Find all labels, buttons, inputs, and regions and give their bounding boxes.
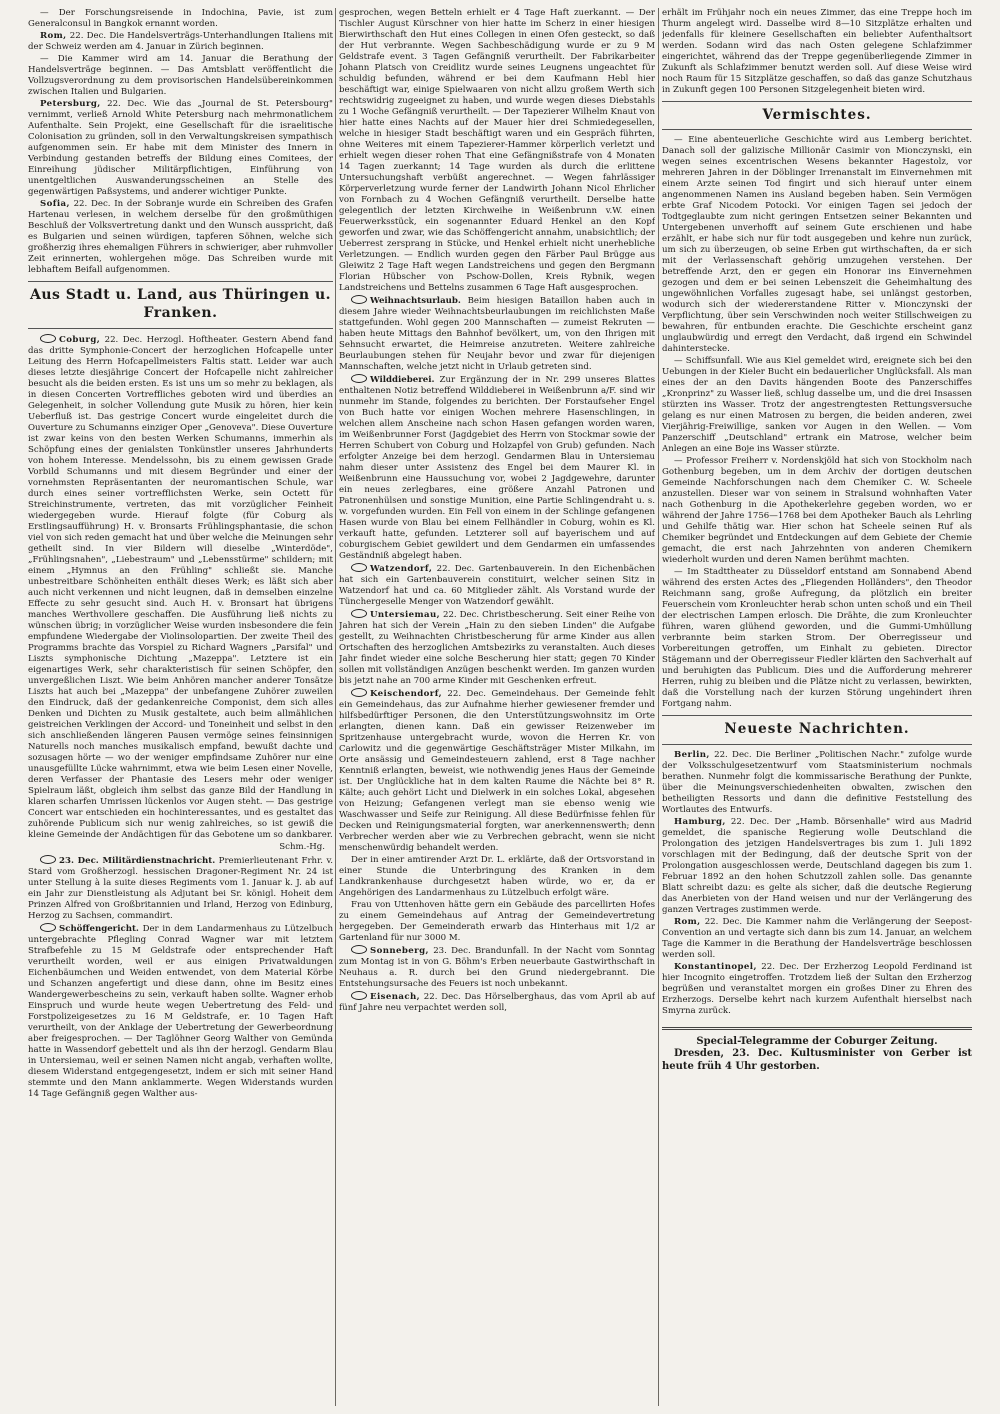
article-christmas-leave: Weihnachtsurlaub. Beim hiesigen Bataillon haben auch in diesem Jahre wieder Weihnachtsbeurlaubungen im reichlichsten Maße stattgefunden. Wohl gegen 200 Mannschaften — zumeist Rekruten — haben heute Mittags den Bahnhof bevölkert, um, von den Ihrigen mit Sehnsucht erwartet, die Heimreise anzutreten. Weitere zahlreiche Beurlaubungen stehen für Neujahr bevor und zwar für diejenigen Mannschaften, welche jetzt nicht in Urlaub getreten sind. bbox=[339, 296, 655, 372]
article-berlin: Berlin, 22. Dec. Die Berliner „Politischen Nachr." zufolge wurde der Volksschulgesetzentwurf vom Staatsministerium nochmals berathen. Nunmehr folgt die kommissarische Berathung der Punkte, über die Meinungsverschiedenheiten obwalten, zwischen den betheiligten Ressorts und dann die definitive Feststellung des Wortlautes des Entwurfs. bbox=[662, 749, 972, 815]
section-divider bbox=[28, 328, 333, 329]
article-rom: Rom, 22. Dec. Die Handelsverträgs-Unterhandlungen Italiens mit der Schweiz werden am 4. Januar in Zürich beginnen. bbox=[28, 31, 333, 52]
section-divider bbox=[662, 744, 972, 745]
dateline-ornament-icon bbox=[40, 334, 56, 343]
article-rom-latest: Rom, 22. Dec. Die Kammer nahm die Verlängerung der Seepost-Convention an und vertagte sich dann bis zum 14. Januar, an welchem Tage die Kammer in die Berathung der Handelsverträge beschlossen werden soll. bbox=[662, 916, 972, 960]
article-poaching: Wilddieberei. Zur Ergänzung der in Nr. 299 unseres Blattes enthaltenen Notiz betreffend Wilddieberei in Weißenbrunn a/F. sind wir nunmehr im Stande, folgendes zu berichten. Der Forstaufseher Engel von Buch hatte vor einigen Wochen mehrere Hasenschlingen, in welchen allem Anscheine nach schon Hasen gefangen worden waren, im Weißenbrunner Forst (Jagdgebiet des Herrn von Stockmar sowie der Herren Schubert von Coburg und Holzapfel von Grub) gefunden. Nach erfolgter Anzeige bei dem herzogl. Gendarmen Blau in Untersiemau nahm dieser unter Assistenz des Engel bei dem Maurer Kl. in Weißenbrunn eine Haussuchung vor, wobei 2 Jagdgewehre, darunter ein neues zerlegbares, eine größere Anzahl Patronen und Patronenhülsen und sonstige Munition, eine Partie Schlingendraht u. s. w. vorgefunden wurden. Ein Fell von einem in der Schlinge gefangenen Hasen wurde von Blau bei einem Fellhändler in Coburg, wohin es Kl. verkauft hatte, gefunden. Letzterer soll auf bayerischem und auf coburgischem Gebiet gewildert und dem Gendarmen ein umfassendes Geständniß abgelegt haben. bbox=[339, 375, 655, 561]
dateline-ornament-icon bbox=[40, 923, 56, 932]
section-divider bbox=[662, 101, 972, 102]
dateline-ornament-icon bbox=[351, 295, 367, 304]
article-sonneberg: Sonneberg, 23. Dec. Brandunfall. In der Nacht vom Sonntag zum Montag ist in von G. Böhm's Erben neuerbaute Gastwirthschaft in Neuhaus a. R. durch bei den Grund niedergebrannt. Die Entstehungsursache des Feuers ist noch unbekannt. bbox=[339, 946, 655, 989]
article-court: Schöffengericht. Der in dem Landarmenhaus zu Lützelbuch untergebrachte Pflegling Conrad Wagner war mit letztem Strafbefehle zu 15 M Geldstrafe oder entsprechender Haft verurtheilt worden, weil er aus einigen Privatwaldungen Eichenbäumchen und Weiden entwendet, von dem Material Körbe und Schanzen angefertigt und diese dann, ohne im Besitz eines Wandergewerbescheins zu sein, verkauft haben sollte. Wagner erhob Einspruch und wurde heute wegen Uebertretung des Feld- und Forstpolizeigesetzes zu 16 M Geldstrafe, er. 10 Tagen Haft verurtheilt, von der Anklage der Uebertretung der Gewerbeordnung aber freigesprochen. — Der Taglöhner Georg Walther von Gemünda hatte in Wassendorf gebettelt und als ihn der herzogl. Gendarm Blau in Untersiemau, weil er seinen Namen nicht angab, verhaften wollte, diesem Widerstand entgegengesetzt, indem er sich mit seiner Hand stemmte und den Mann anklammerte. Wegen Widerstands wurden 14 Tage Gefängniß gegen Walther aus- bbox=[28, 923, 333, 1099]
column-rule bbox=[335, 8, 336, 1406]
article-keischendorf: Keischendorf, 22. Dec. Gemeindehaus. Der Gemeinde fehlt ein Gemeindehaus, das zur Aufnahme hierher gewiesener fremder und hilfsbedürftiger Personen, die den Unterstützungswohnsitz im Orte erlangten, dienen kann. Daß ein gewisser Reizenweber im Spritzenhause untergebracht wurde, wovon die Herren Kr. von Carlowitz und die gegenwärtige Geschäftsträger Mister Milkahn, im Orte ansässig und Gemeindesteuern zahlend, erst 8 Tage nachher Kenntniß erlangten, beweist, wie nothwendig jenes Haus der Gemeinde ist. Der Unglückliche hat in dem kalten Raume die Nächte bei 8° R. Kälte; auch gehört Licht und Dielwerk in ein solches Lokal, abgesehen von Heizung; Gefangenen verlegt man sie ebenso wenig wie Waschwasser und Seife zur Reinigung. All diese Bedürfnisse fehlen für Decken und Reinigungsmaterial forgten, war anerkennenswerth; denn Verbrecher werden aber wie zu Verbrechen gebracht, wenn sie nicht menschenwürdig behandelt werden. bbox=[339, 689, 655, 853]
article-konstantinopel: Konstantinopel, 22. Dec. Der Erzherzog Leopold Ferdinand ist hier Incognito eingetroffen. Trotzdem ließ der Sultan den Erzherzog begrüßen und veranstaltet morgen ein großes Diner zu Ehren des Erzherzogs. Derselbe kehrt nach kurzem Aufenthalt hierselbst nach Smyrna zurück. bbox=[662, 961, 972, 1016]
article-hamburg: Hamburg, 22. Dec. Der „Hamb. Börsenhalle" wird aus Madrid gemeldet, die spanische Regierung wolle Deutschland die Prolongation des jetzigen Handelsvertrages bis zum 1. Juli 1892 vorschlagen mit der Bedingung, daß der deutsche Sprit von der Prolongation ausgeschlossen werde, Deutschland dagegen bis zum 1. Februar 1892 an den hohen Schutzzoll zahlen solle. Das genannte Blatt schreibt dazu: es gelte als sicher, daß die deutsche Regierung das Anerbieten von der Hand weisen und nur der Verlängerung des ganzen Vertrages zustimmen werde. bbox=[662, 816, 972, 915]
section-heading-local: Aus Stadt u. Land, aus Thüringen u. Franken. bbox=[29, 287, 332, 321]
column-left bbox=[28, 8, 333, 1406]
dateline-ornament-icon bbox=[40, 855, 56, 864]
dateline-ornament-icon bbox=[351, 991, 367, 1000]
dateline-ornament-icon bbox=[351, 563, 367, 572]
article-ship-accident: — Schiffsunfall. Wie aus Kiel gemeldet wird, ereignete sich bei den Uebungen in der Kieler Bucht ein bedauerlicher Unglücksfall. Als man eines der an den Davits hängenden Boote des Panzerschiffes „Kronprinz" zu Wasser ließ, schlug dasselbe um, und die drei Insassen stürzten ins Wasser. Trotz der angestrengtesten Rettungsversuche gelang es nur einen Matrosen zu bergen, die beiden anderen, zwei Vierjährig-Freiwillige, sanken vor Augen in den Wellen. — Vom Panzerschiff „Deutschland" ertrank ein Matrose, welcher beim Anlegen an eine Boje ins Wasser stürzte. bbox=[662, 356, 972, 455]
article-petersburg: Petersburg, 22. Dec. Wie das „Journal de St. Petersbourg" vernimmt, verließ Arnold White Petersburg nach mehrmonatlichem Aufenthalte. Sein Projekt, eine Gesellschaft für die israelitische Colonisation zu gründen, soll in den Verwaltungskreisen sympathisch aufgenommen sein. Er habe mit dem Minister des Innern in Verbindung gestanden betreffs der Bildung eines Comitees, der Einreihung jüdischer Militärpflichtigen, Einführung von unentgeltlichen Auswanderungsscheinen an Stelle des gegenwärtigen Paßsystems, und anderer wichtiger Punkte. bbox=[28, 99, 333, 197]
article-lemberg-story: — Eine abenteuerliche Geschichte wird aus Lemberg berichtet. Danach soll der galizische Millionär Casimir von Mionczynski, ein wegen seines excentrischen Wesens bekannter Hagestolz, vor mehreren Jahren in der Döblinger Irrenanstalt im Einvernehmen mit einem Arzte seinen Tod fingirt und sich hierauf unter einem angenommenen Namen ins Ausland begeben haben. Sein Vermögen erbte Graf Nicodem Potocki. Vor einigen Tagen sei jedoch der Todtgeglaubte zum nicht geringen Entsetzen seiner Bekannten und Untergebenen unverhofft auf seinem Gute erschienen und habe erzählt, er habe sich nur für todt ausgegeben und kehre nun zurück, um sich zu überzeugen, ob seine Erben gut wirthschaften, da er sich mit der Verlassenschaft gehörig umzugehen verstehen. Der betreffende Arzt, den er gegen ein Honorar ins Einvernehmen gezogen und dem er bei seinen Lebenszeit die Geheimhaltung des ungewöhnlichen Vorfalles zugesagt habe, sei unlängst gestorben, wodurch sich der wiedererstandene Ritter v. Mionczynski der Verpflichtung, über sein Verschwinden noch weiter Stillschweigen zu bewahren, für entbunden erachte. Die Geschichte erscheint ganz unglaubwürdig und erregt den Verdacht, daß irgend ein Schwindel dahinterstecke. bbox=[662, 135, 972, 355]
article-military-news: 23. Dec. Militärdienstnachricht. Premierlieutenant Frhr. v. Stard vom Großherzogl. hessischen Dragoner-Regiment Nr. 24 ist unter Stellung à la suite dieses Regiments vom 1. Januar k. J. ab auf ein Jahr zur Dienstleistung als Adjutant bei Sr. königl. Hoheit dem Prinzen Alfred von Großbritannien und Irland, Herzog von Edinburg, Herzog zu Sachsen, commandirt. bbox=[28, 855, 333, 921]
section-divider bbox=[662, 129, 972, 130]
telegram-divider bbox=[662, 1027, 972, 1030]
section-divider bbox=[28, 281, 333, 282]
author-signature: Schm.-Hg. bbox=[279, 841, 325, 852]
article-nordenskjold: — Professor Freiherr v. Nordenskjöld hat sich von Stockholm nach Gothenburg begeben, um in dem Archiv der dortigen deutschen Gemeinde Nachforschungen nach dem Chemiker C. W. Scheele anzustellen. Dieser war von seinem in Stralsund wohnhaften Vater nach Gothenburg in die Apothekerlehre gegeben worden, wo er während der Jahre 1756—1768 bei dem Apotheker Bauch als Lehrling und Gehilfe thätig war. Hier schon hat Scheele seinen Ruf als Chemiker begründet und Entdeckungen auf dem Gebiete der Chemie gemacht, die erst nach Jahrzehnten von anderen Chemikern wiederholt wurden und deren Namen berühmt machten. bbox=[662, 456, 972, 566]
article-sofia: Sofia, 22. Dec. In der Sobranje wurde ein Schreiben des Grafen Hartenau verlesen, in welchem derselbe für den großmüthigen Beschluß der Volksvertretung dankt und den Wunsch ausspricht, daß es Bulgarien und seinen würdigen, tapferen Söhnen, welche sich großherzig ihres ehemaligen Führers in schwieriger, aber ruhmvoller Zeit erinnerten, wohlergehen möge. Das Schreiben wurde mit lebhaftem Beifall aufgenommen. bbox=[28, 199, 333, 275]
dateline-ornament-icon bbox=[351, 688, 367, 697]
dateline-ornament-icon bbox=[351, 609, 367, 618]
telegram-heading: Special-Telegramme der Coburger Zeitung. bbox=[696, 1035, 938, 1047]
section-heading-latest: Neueste Nachrichten. bbox=[724, 721, 910, 738]
telegram-dresden: Dresden, 23. Dec. Kultusminister von Gerber ist heute früh 4 Uhr gestorben. bbox=[662, 1048, 972, 1073]
article-eisenach: Eisenach, 22. Dec. Das Hörselberghaus, das vom April ab auf fünf Jahre neu verpachtet werden soll, bbox=[339, 992, 655, 1013]
article-kammer: — Die Kammer wird am 14. Januar die Berathung der Handelsverträge beginnen. — Das Amtsblatt veröffentlicht die Vollzugsverordnung zu dem provisorischen Handelsübereinkommen zwischen Italien und Bulgarien. bbox=[28, 54, 333, 97]
article-watzendorf: Watzendorf, 22. Dec. Gartenbauverein. In den Eichenbächen hat sich ein Gartenbauverein constituirt, welcher seinen Sitz in Watzendorf hat und ca. 60 Mitglieder zählt. Als Vorstand wurde der Tünchergeselle Menger von Watzendorf gewählt. bbox=[339, 564, 655, 607]
dateline-ornament-icon bbox=[351, 945, 367, 954]
article-untersiemau: Untersiemau, 22. Dec. Christbescherung. Seit einer Reihe von Jahren hat sich der Verein „Hain zu den sieben Linden" die Aufgabe gestellt, zu Weihnachten Christbescherung für arme Kinder aus allen Ortschaften des herzoglichen Amtsbezirks zu veranstalten. Auch dieses Jahr findet wieder eine solche Bescherung hier statt; gegen 70 Kinder sollen mit vollständigen Anzügen beschenkt werden. Im ganzen wurden bis jetzt nahe an 700 arme Kinder mit Geschenken erfreut. bbox=[339, 610, 655, 686]
article-duesseldorf-theatre: — Im Stadttheater zu Düsseldorf entstand am Sonnabend Abend während des ersten Actes des „Fliegenden Holländers", den Theodor Reichmann sang, große Aufregung, da plötzlich ein breiter Feuerschein vom Kronleuchter herab schon unten schoß und ein Theil der electrischen Lampen erlosch. Die Drähte, die zum Kronleuchter führen, waren glühend geworden, und die Gummi-Umhüllung verbrannte beim starken Strom. Der Oberregisseur und Vorbereitungen getroffen, um Einhalt zu gebieten. Director Stägemann und der Oberregisseur Fiedler klärten den Sachverhalt auf und beruhigten das Publicum. Dies und die Aufforderung mehrerer Herren, ruhig zu bleiben und die Plätze nicht zu verlassen, bewirkten, daß die Vorstellung nach der kurzen Störung ungehindert ihren Fortgang nahm. bbox=[662, 567, 972, 710]
column-rule bbox=[658, 8, 659, 1406]
article-indochina: — Der Forschungsreisende in Indochina, Pavie, ist zum Generalconsul in Bangkok ernannt worden. bbox=[28, 8, 333, 29]
article-uttenhoven: Frau von Uttenhoven hätte gern ein Gebäude des parcellirten Hofes zu einem Gemeindehaus auf Antrag der Gemeindevertretung hergegeben. Der Gemeinderath erwarb das Hinterhaus mit 1/2 ar Gartenland für nur 3000 M. bbox=[339, 900, 655, 943]
section-heading-misc: Vermischtes. bbox=[762, 107, 872, 123]
column-right bbox=[662, 8, 972, 1406]
article-court-continued: gesprochen, wegen Betteln erhielt er 4 Tage Haft zuerkannt. — Der Tischler August Kürschner von hier hatte im Scherz in einer hiesigen Bierwirthschaft den Hut eines Collegen in einen Ofen gesteckt, so daß der Hut verbrannte. Wegen Sachbeschädigung wurde er zu 9 M Geldstrafe event. 3 Tagen Gefängniß verurtheilt. Der Fabrikarbeiter Johann Platsch von Creidlitz wurde seines Leugnens ungeachtet für schuldig befunden, während er bei dem Kaufmann Hebl hier beschäftigt war, einige Spielwaaren von nicht allzu großem Werth sich rechtswidrig zugeeignet zu haben, und wurde wegen dieses Diebstahls zu 1 Woche Gefängniß verurtheilt. — Der Tapezierer Wilhelm Knaut von hier hatte eines Nachts auf der Mauer hier drei Schmiedegesellen, welche in hiesiger Stadt beschäftigt waren und ein Gespräch führten, ohne Weiteres mit einem Tapezierer-Hammer körperlich verletzt und erhielt wegen dieser rohen That eine Gefängnißstrafe von 4 Monaten 14 Tagen zuerkannt; 14 Tage wurden als durch die erlittene Untersuchungshaft verbüßt angerechnet. — Wegen fahrlässiger Körperverletzung wurde ferner der Landwirth Johann Nicol Ehrlicher von Fornbach zu 4 Wochen Gefängniß verurtheilt. Derselbe hatte gelegentlich der letzten Kirchweihe in Weißenbrunn v.W. einen Feuerwerksstück, ein sogenannter Eduard Henkel an den Kopf geworfen und zwar, wie das Schöffengericht annahm, unabsichtlich; der Ueberrest zersprang in Stücke, und Henkel erhielt nicht unerhebliche Verletzungen. — Endlich wurden gegen den Färber Paul Brügge aus Gleiwitz 2 Tage Haft wegen Landstreichens und gegen den Bergmann Florian Hübscher von Pschow-Dollen, Kreis Rybnik, wegen Landstreichens und Bettelns zusammen 6 Tage Haft ausgesprochen. bbox=[339, 8, 655, 293]
article-coburg-concert: Coburg, 22. Dec. Herzogl. Hoftheater. Gestern Abend fand das dritte Symphonie-Concert der herzoglichen Hofcapelle unter Leitung des Herrn Hofcapellmeisters Faltis statt. Leider war auch dieses letzte diesjährige Concert der Hofcapelle nicht zahlreicher besucht als die beiden ersten. Es ist uns um so mehr zu beklagen, als in diesen Concerten Vortreffliches geboten wird und überdies an Gelegenheit, in solcher Vollendung gute Musik zu hören, hier kein Ueberfluß ist. Das gestrige Concert wurde eingeleitet durch die Ouverture zu Schumanns einziger Oper „Genoveva". Diese Ouverture ist zwar keins von den besten Werken Schumanns, immerhin als Schöpfung eines der genialsten Tonkünstler unseres Jahrhunderts von hohem Interesse. Mendelssohn, bis zu einem gewissen Grade Vorbild Schumanns und mit diesem Begründer und einer der vornehmsten Repräsentanten der neuromantischen Schule, war durch eines seiner vortrefflichsten Werke, sein Octett für Streichinstrumente, vertreten, das mit vorzüglicher Feinheit wiedergegeben wurde. Hierauf folgte (für Coburg als Erstlingsaufführung) H. v. Bronsarts Frühlingsphantasie, die schon viel von sich reden gemacht hat und über welche die Meinungen sehr getheilt sind. In vier Bildern will dieselbe „Winterdöde", „Frühlingsnahen", „Liebestraum" und „Lebensstürme" schildern; mit einem „Hymnus an den Frühling" schließt sie. Manche unbestreitbare Schönheiten enthält dieses Werk; es läßt sich aber auch nicht verkennen und nicht leugnen, daß in demselben einzelne Effecte zu sehr gesucht sind. Auch H. v. Bronsart hat übrigens manches Werthvollere geschaffen. Die Ausführung ließ nichts zu wünschen übrig; in vorzüglicher Weise wurden insbesondere die fein empfundene Wiedergabe der Violinsolopartien. Der zweite Theil des Programms brachte das Vorspiel zu Richard Wagners „Parsifal" und Liszts symphonische Dichtung „Mazeppa". Letztere ist ein eigenartiges Werk, sehr charakteristisch für seinen Schöpfer, den unvergeßlichen Liszt. Wie beim Anhören mancher anderer Tonsätze Liszts hat auch bei „Mazeppa" der unbefangene Zuhörer zuweilen den Eindruck, daß der gedankenreiche Componist, dem sich alles Denken und Dichten zu Musik gestaltete, auch beim allmählichen geistreichen Verklingen der Accord- und Toneinheit und selbst in den sich anschließenden längeren Pausen vermöge seines feinsinnigen Naturells noch manches musikalisch empfand, bewußt dachte und sozusagen hörte — wo der weniger empfindsame Zuhörer nur eine unausgefüllte Lücke wahrnimmt, etwa wie beim Lesen einer Novelle, deren Verfasser der Phantasie des Lesers mehr oder weniger Spielraum läßt, obgleich ihm selbst das ganze Bild der Handlung in klaren scharfen Umrissen lückenlos vor Augen steht. — Das gestrige Concert war entschieden ein hochinteressantes, und es gestaltet das zuhörende Publicum sich nur wenig zahlreiches, so ist gewiß die kleine Gemeinde der Andächtigen für das Gebotene um so dankbarer. bbox=[28, 334, 333, 840]
section-divider bbox=[662, 715, 972, 716]
dateline-ornament-icon bbox=[351, 374, 367, 383]
article-eisenach-continued: erhält im Frühjahr noch ein neues Zimmer, das eine Treppe hoch im Thurm angelegt wird. Dasselbe wird 8—10 Sitzplätze erhalten und jedenfalls für kleinere Gesellschaften ein beliebter Aufenthaltsort werden. Sodann wird das nach Osten gelegene Schlafzimmer eingerichtet, während das der Treppe gegenüberliegende Zimmer in Zukunft als Schlafzimmer benutzt werden soll. Auf diese Weise wird noch Raum für 15 Sitzplätze geschaffen, so daß das ganze Schutzhaus in Zukunft gegen 100 Personen Sitzgelegenheit bieten wird. bbox=[662, 8, 972, 95]
article-doctor: Der in einer amtirender Arzt Dr. L. erklärte, daß der Ortsvorstand in einer Stunde die Unterbringung des Kranken in dem Landkrankenhause durchgesetzt haben würde, wo er, da er Angehörigen des Landarmenhaus zu Lützelbuch erfolgt wäre. bbox=[339, 855, 655, 898]
column-middle bbox=[339, 8, 655, 1406]
